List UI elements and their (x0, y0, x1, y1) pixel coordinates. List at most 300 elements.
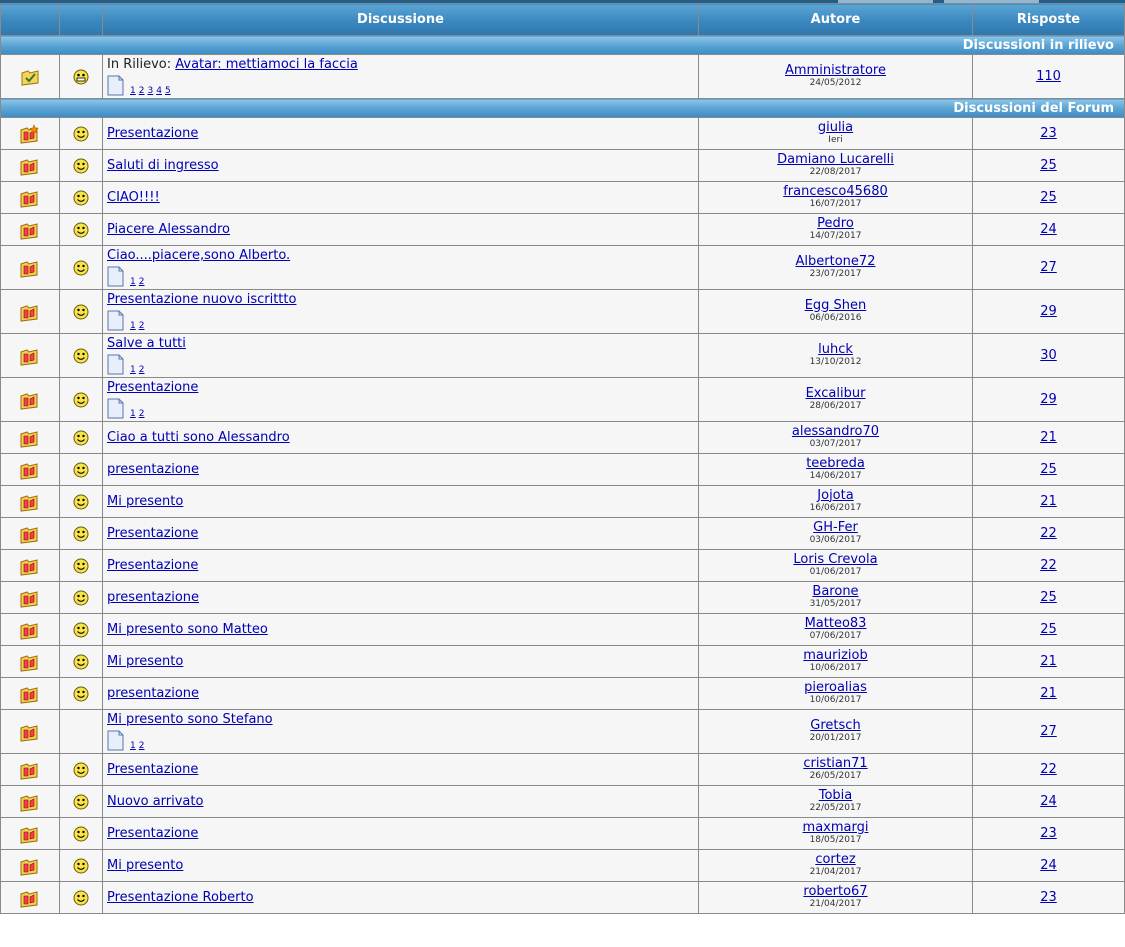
author-cell (699, 582, 973, 614)
title-cell (103, 646, 699, 678)
title-cell (103, 582, 699, 614)
page-link[interactable]: 5 (164, 86, 171, 96)
author-cell (699, 334, 973, 378)
replies-cell (973, 422, 1125, 454)
page-list (107, 73, 698, 96)
hot-topic-icon (19, 824, 41, 844)
title-cell (103, 290, 699, 334)
replies-link[interactable]: 23 (1040, 826, 1057, 841)
document-icon (107, 354, 124, 375)
page-link[interactable]: 2 (138, 365, 145, 375)
replies-link[interactable]: 22 (1040, 558, 1057, 573)
status-cell (1, 486, 60, 518)
smiley-icon (73, 762, 89, 778)
topic-link[interactable]: Presentazione (107, 826, 199, 841)
smiley-icon (73, 794, 89, 810)
smiley-icon (73, 526, 89, 542)
replies-link[interactable]: 25 (1040, 190, 1057, 205)
document-icon (107, 75, 124, 96)
smiley-icon (73, 126, 89, 142)
replies-cell (973, 182, 1125, 214)
topic-row (1, 182, 1125, 214)
title-cell (103, 246, 699, 290)
hot-topic-icon (19, 620, 41, 640)
author-cell (699, 378, 973, 422)
title-cell (103, 518, 699, 550)
page-list (107, 728, 698, 751)
replies-link[interactable]: 110 (1036, 69, 1061, 84)
topic-link[interactable]: CIAO!!!! (107, 190, 160, 205)
title-cell (103, 214, 699, 246)
post-date: 21/04/2017 (809, 866, 862, 877)
status-cell (1, 850, 60, 882)
topic-row (1, 334, 1125, 378)
title-cell (103, 422, 699, 454)
topic-link[interactable]: Salve a tutti (107, 336, 186, 351)
section-pinned-header: Discussioni in rilievo (1, 36, 1125, 55)
post-date: 18/05/2017 (809, 834, 862, 845)
sticky-folder-icon (20, 68, 40, 86)
topic-row (1, 754, 1125, 786)
replies-link[interactable]: 24 (1040, 858, 1057, 873)
hot-topic-icon (19, 524, 41, 544)
icon-cell (60, 486, 103, 518)
author-cell (699, 710, 973, 754)
smiley-icon (73, 190, 89, 206)
hot-topic-icon (19, 792, 41, 812)
replies-link[interactable]: 23 (1040, 890, 1057, 905)
topic-row (1, 882, 1125, 914)
topic-row (1, 290, 1125, 334)
author-link[interactable]: francesco45680 (783, 183, 888, 199)
post-date: 21/04/2017 (809, 898, 862, 909)
icon-cell (60, 754, 103, 786)
topic-link[interactable]: Nuovo arrivato (107, 794, 204, 809)
replies-link[interactable]: 22 (1040, 762, 1057, 777)
title-cell (103, 754, 699, 786)
status-cell (1, 550, 60, 582)
topic-link[interactable]: Mi presento (107, 494, 184, 509)
status-cell (1, 422, 60, 454)
replies-cell (973, 786, 1125, 818)
author-cell (699, 214, 973, 246)
topic-link[interactable]: Mi presento sono Matteo (107, 622, 268, 637)
replies-cell (973, 246, 1125, 290)
replies-cell (973, 378, 1125, 422)
topic-link[interactable]: Ciao a tutti sono Alessandro (107, 430, 290, 445)
page-link[interactable]: 2 (138, 409, 145, 419)
hot-topic-icon (19, 258, 41, 278)
page-link[interactable]: 1 (130, 409, 136, 419)
replies-link[interactable]: 29 (1040, 392, 1057, 407)
status-cell (1, 454, 60, 486)
replies-cell (973, 55, 1125, 99)
page-link[interactable]: 2 (138, 277, 145, 287)
page-link[interactable]: 1 (130, 365, 136, 375)
author-cell (699, 678, 973, 710)
post-date: 03/06/2017 (809, 534, 862, 545)
header-replies: Risposte (973, 4, 1125, 36)
document-icon (107, 266, 124, 287)
icon-cell (60, 246, 103, 290)
replies-link[interactable]: 23 (1040, 126, 1057, 141)
smiley-icon (73, 260, 89, 276)
title-cell (103, 786, 699, 818)
page-link[interactable]: 4 (156, 86, 162, 96)
topic-row (1, 246, 1125, 290)
replies-link[interactable]: 25 (1040, 590, 1057, 605)
icon-cell (60, 422, 103, 454)
page-link[interactable]: 3 (147, 86, 154, 96)
replies-cell (973, 486, 1125, 518)
topic-link[interactable]: Presentazione (107, 558, 199, 573)
author-cell (699, 614, 973, 646)
icon-cell (60, 882, 103, 914)
icon-cell (60, 55, 103, 99)
topic-row (1, 678, 1125, 710)
hot-topic-icon (19, 492, 41, 512)
topic-row (1, 646, 1125, 678)
author-cell (699, 182, 973, 214)
page-link[interactable]: 1 (130, 86, 136, 96)
post-date: 20/01/2017 (809, 732, 862, 743)
author-link[interactable]: mauriziob (803, 647, 868, 663)
title-cell (103, 614, 699, 646)
topic-link[interactable]: Presentazione Roberto (107, 890, 254, 905)
post-date: 26/05/2017 (809, 770, 862, 781)
replies-cell (973, 646, 1125, 678)
status-cell (1, 582, 60, 614)
document-icon (107, 398, 124, 419)
author-link[interactable]: Pedro (817, 215, 854, 231)
title-cell (103, 150, 699, 182)
hot-topic-icon (19, 888, 41, 908)
header-author: Autore (699, 4, 973, 36)
topic-row (1, 710, 1125, 754)
title-cell (103, 550, 699, 582)
icon-cell (60, 710, 103, 754)
replies-link[interactable]: 24 (1040, 222, 1057, 237)
status-cell (1, 818, 60, 850)
icon-cell (60, 786, 103, 818)
post-date: 13/10/2012 (809, 356, 862, 367)
topic-row (1, 486, 1125, 518)
title-cell (103, 882, 699, 914)
hot-topic-icon (19, 856, 41, 876)
pinned-title-cell (103, 55, 699, 99)
topic-row (1, 850, 1125, 882)
author-link[interactable]: Loris Crevola (793, 551, 878, 567)
page-link[interactable]: 1 (130, 321, 136, 331)
topic-link[interactable]: Presentazione (107, 762, 199, 777)
author-cell (699, 754, 973, 786)
author-cell (699, 550, 973, 582)
replies-link[interactable]: 27 (1040, 724, 1057, 739)
status-cell (1, 614, 60, 646)
status-cell (1, 246, 60, 290)
replies-cell (973, 214, 1125, 246)
header-status-col (1, 4, 60, 36)
status-cell (1, 334, 60, 378)
replies-link[interactable]: 21 (1040, 686, 1057, 701)
replies-link[interactable]: 25 (1040, 462, 1057, 477)
topic-row (1, 518, 1125, 550)
topic-row (1, 150, 1125, 182)
smiley-icon (73, 158, 89, 174)
post-date: 22/08/2017 (809, 166, 862, 177)
replies-cell (973, 710, 1125, 754)
status-cell (1, 754, 60, 786)
author-cell (699, 150, 973, 182)
pinned-topic-link[interactable]: Avatar: mettiamoci la faccia (175, 57, 358, 72)
smiley-icon (73, 558, 89, 574)
post-date: 01/06/2017 (809, 566, 862, 577)
smiley-icon (73, 392, 89, 408)
section-forum-header: Discussioni del Forum (1, 99, 1125, 118)
author-link[interactable]: Jojota (817, 487, 854, 503)
post-date: 07/06/2017 (809, 630, 862, 641)
author-link[interactable]: Gretsch (810, 717, 861, 733)
title-cell (103, 118, 699, 150)
smiley-icon (73, 462, 89, 478)
hot-topic-icon (19, 188, 41, 208)
smiley-icon (73, 494, 89, 510)
post-date: 16/07/2017 (809, 198, 862, 209)
author-link[interactable]: Egg Shen (804, 297, 867, 313)
replies-cell (973, 882, 1125, 914)
status-cell (1, 646, 60, 678)
title-cell (103, 454, 699, 486)
post-date: 03/07/2017 (809, 438, 862, 449)
topic-link[interactable]: Presentazione nuovo iscrittto (107, 292, 297, 307)
document-icon (107, 730, 124, 751)
replies-cell (973, 118, 1125, 150)
hot-topic-icon (19, 760, 41, 780)
author-cell (699, 818, 973, 850)
replies-link[interactable]: 25 (1040, 622, 1057, 637)
header-discussion: Discussione (103, 4, 699, 36)
smiley-icon (73, 222, 89, 238)
title-cell (103, 378, 699, 422)
topic-link[interactable]: Ciao....piacere,sono Alberto. (107, 248, 291, 263)
hot-topic-icon (19, 460, 41, 480)
hot-topic-icon (19, 722, 41, 742)
icon-cell (60, 214, 103, 246)
hot-topic-icon (19, 220, 41, 240)
topic-link[interactable]: Presentazione (107, 126, 199, 141)
author-cell (699, 786, 973, 818)
smiley-icon (73, 348, 89, 364)
smiley-icon (73, 890, 89, 906)
author-link[interactable]: giulia (817, 119, 854, 135)
topic-link[interactable]: Presentazione (107, 526, 199, 541)
topic-link[interactable]: Piacere Alessandro (107, 222, 230, 237)
hot-topic-icon (19, 652, 41, 672)
smiley-icon (73, 622, 89, 638)
replies-cell (973, 850, 1125, 882)
author-link[interactable]: luhck (818, 341, 853, 357)
icon-cell (60, 646, 103, 678)
replies-cell (973, 754, 1125, 786)
replies-link[interactable]: 21 (1040, 494, 1057, 509)
status-cell (1, 882, 60, 914)
topic-row (1, 214, 1125, 246)
replies-cell (973, 550, 1125, 582)
post-date: 14/06/2017 (809, 470, 862, 481)
replies-cell (973, 150, 1125, 182)
replies-cell (973, 290, 1125, 334)
hot-topic-icon (19, 346, 41, 366)
replies-cell (973, 518, 1125, 550)
page-link[interactable]: 1 (130, 277, 136, 287)
topic-row (1, 614, 1125, 646)
replies-cell (973, 334, 1125, 378)
replies-link[interactable]: 21 (1040, 430, 1057, 445)
smiley-icon (73, 304, 89, 320)
smiley-icon (73, 430, 89, 446)
page-list (107, 264, 698, 287)
topic-row (1, 582, 1125, 614)
post-date: 28/06/2017 (809, 400, 862, 411)
topic-link[interactable]: presentazione (107, 590, 200, 605)
author-link[interactable]: Damiano Lucarelli (777, 151, 894, 167)
pinned-prefix: In Rilievo: (107, 57, 172, 72)
author-link[interactable]: Albertone72 (795, 253, 876, 269)
replies-link[interactable]: 25 (1040, 158, 1057, 173)
icon-cell (60, 518, 103, 550)
topic-row (1, 118, 1125, 150)
topic-link[interactable]: presentazione (107, 462, 200, 477)
hot-topic-icon (19, 684, 41, 704)
page-link[interactable]: 2 (138, 741, 145, 751)
title-cell (103, 182, 699, 214)
author-cell (699, 518, 973, 550)
page-list (107, 308, 698, 331)
hot-topic-icon (19, 390, 41, 410)
topic-row (1, 422, 1125, 454)
replies-link[interactable]: 24 (1040, 794, 1057, 809)
author-link[interactable]: alessandro70 (791, 423, 880, 439)
title-cell (103, 818, 699, 850)
post-date: 22/05/2017 (809, 802, 862, 813)
page-list (107, 396, 698, 419)
page-link[interactable]: 2 (138, 86, 145, 96)
icon-cell (60, 850, 103, 882)
smiley-icon (73, 654, 89, 670)
page-list (107, 352, 698, 375)
author-cell (699, 422, 973, 454)
author-cell (699, 850, 973, 882)
topic-link[interactable]: Saluti di ingresso (107, 158, 219, 173)
author-link[interactable]: Barone (812, 583, 859, 599)
replies-cell (973, 678, 1125, 710)
author-link[interactable]: cristian71 (803, 755, 868, 771)
topic-link[interactable]: Mi presento sono Stefano (107, 712, 273, 727)
icon-cell (60, 150, 103, 182)
status-cell (1, 182, 60, 214)
post-date: Ieri (828, 134, 843, 145)
title-cell (103, 334, 699, 378)
topic-table (0, 3, 1125, 914)
status-cell (1, 55, 60, 99)
author-link[interactable]: Excalibur (805, 385, 866, 401)
author-link[interactable]: Matteo83 (804, 615, 867, 631)
replies-cell (973, 582, 1125, 614)
topic-link[interactable]: Presentazione (107, 380, 199, 395)
replies-link[interactable]: 30 (1040, 348, 1057, 363)
topic-link[interactable]: presentazione (107, 686, 200, 701)
author-link[interactable]: roberto67 (803, 883, 868, 899)
author-link[interactable]: Tobia (818, 787, 853, 803)
replies-cell (973, 614, 1125, 646)
status-cell (1, 150, 60, 182)
hot-topic-icon (19, 588, 41, 608)
replies-link[interactable]: 29 (1040, 304, 1057, 319)
smiley-icon (73, 826, 89, 842)
post-date: 24/05/2012 (809, 77, 862, 88)
author-link[interactable]: teebreda (806, 455, 865, 471)
topic-link[interactable]: Mi presento (107, 654, 184, 669)
title-cell (103, 710, 699, 754)
author-cell (699, 118, 973, 150)
status-cell (1, 710, 60, 754)
status-cell (1, 678, 60, 710)
status-cell (1, 214, 60, 246)
post-date: 10/06/2017 (809, 662, 862, 673)
smiley-icon (73, 590, 89, 606)
icon-cell (60, 378, 103, 422)
status-cell (1, 118, 60, 150)
replies-cell (973, 818, 1125, 850)
page-link[interactable]: 1 (130, 741, 136, 751)
status-cell (1, 786, 60, 818)
author-link[interactable]: cortez (815, 851, 856, 867)
header-icon-col (60, 4, 103, 36)
topic-link[interactable]: Mi presento (107, 858, 184, 873)
replies-link[interactable]: 22 (1040, 526, 1057, 541)
title-cell (103, 850, 699, 882)
author-link[interactable]: GH-Fer (813, 519, 858, 535)
document-icon (107, 310, 124, 331)
icon-cell (60, 182, 103, 214)
status-cell (1, 378, 60, 422)
status-cell (1, 290, 60, 334)
page-link[interactable]: 2 (138, 321, 145, 331)
icon-cell (60, 614, 103, 646)
author-cell (699, 882, 973, 914)
author-link[interactable]: maxmargi (802, 819, 869, 835)
status-cell (1, 518, 60, 550)
author-cell (699, 454, 973, 486)
hot-topic-icon (19, 302, 41, 322)
author-link[interactable]: Amministratore (785, 62, 886, 78)
icon-cell (60, 290, 103, 334)
title-cell (103, 486, 699, 518)
topic-row (1, 818, 1125, 850)
replies-link[interactable]: 27 (1040, 260, 1057, 275)
replies-cell (973, 454, 1125, 486)
post-date: 31/05/2017 (809, 598, 862, 609)
icon-cell (60, 550, 103, 582)
author-cell (699, 246, 973, 290)
icon-cell (60, 582, 103, 614)
author-link[interactable]: pieroalias (804, 679, 867, 695)
icon-cell (60, 454, 103, 486)
author-cell (699, 486, 973, 518)
post-date: 23/07/2017 (809, 268, 862, 279)
title-cell (103, 678, 699, 710)
replies-link[interactable]: 21 (1040, 654, 1057, 669)
